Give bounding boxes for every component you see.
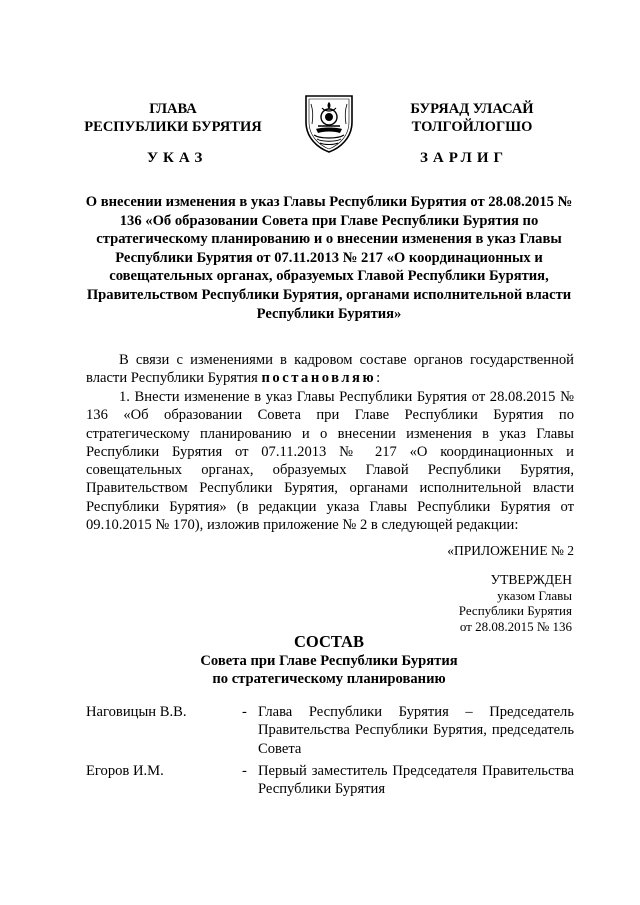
preamble-end: : <box>376 370 381 387</box>
preamble-emphasis: постановляю <box>261 370 377 387</box>
composition-subtitle-line2: по стратегическому планированию <box>212 671 446 687</box>
preamble-paragraph <box>86 351 574 388</box>
decree-label-right: ЗАРЛИГ <box>420 150 509 166</box>
decree-label-left: УКАЗ <box>147 150 208 166</box>
coat-of-arms-icon <box>300 92 358 154</box>
member-role: Первый заместитель Председателя Правительства Республики Бурятия <box>258 763 574 798</box>
member-name: Наговицын В.В. <box>86 704 187 720</box>
header-left <box>78 100 268 136</box>
composition-subtitle-line1: Совета при Главе Республики Бурятия <box>200 653 458 669</box>
member-name: Егоров И.М. <box>86 763 164 779</box>
header-left-line1: ГЛАВА <box>149 101 197 117</box>
header-right-line1: БУРЯАД УЛАСАЙ <box>410 101 534 117</box>
appendix-label: «ПРИЛОЖЕНИЕ № 2 <box>447 543 574 558</box>
approval-block <box>432 572 572 634</box>
approved-line1: указом Главы <box>497 587 572 603</box>
approved-line2: Республики Бурятия <box>458 603 572 618</box>
clause-1-paragraph: 1. Внести изменение в указ Главы Республики Бурятия от 28.08.2015 № 136 «Об образовании Совета при Главе Республики Бурятия по стратегическому планированию и о внесении изменения в указ Главы Республики Бурятия от 07.11.2013 № 217 «О координационных и совещательных органах, образуемых Главой Республики Бурятия, Правительством Республики Бурятия, органами исполнительной власти Республики Бурятия» (в редакции указа Главы Республики Бурятия от 09.10.2015 № 170), изложив приложение № 2 в следующей редакции: <box>86 389 574 534</box>
decree-title: О внесении изменения в указ Главы Республики Бурятия от 28.08.2015 № 136 «Об образовании Совета при Главе Республики Бурятия по стратегическому планированию и о внесении изменения в указ Главы Республики Бурятия от 07.11.2013 № 217 «О координационных и совещательных органах, образуемых Главой Республики Бурятия, Правительством Республики Бурятия, органами исполнительной власти Республики Бурятия» <box>85 194 573 322</box>
composition-title: СОСТАВ <box>294 632 364 651</box>
preamble-text: В связи с изменениями в кадровом составе органов государственной власти Республики Бурятия <box>86 352 574 387</box>
header-right-line2: ТОЛГОЙЛОГШО <box>411 119 533 135</box>
composition-heading <box>84 632 574 688</box>
member-dash: - <box>242 704 247 720</box>
member-role: Глава Республики Бурятия – Председатель Правительства Республики Бурятия, председатель Совета <box>258 704 574 757</box>
header-right <box>372 100 572 136</box>
approved-line3: от 28.08.2015 № 136 <box>459 618 572 634</box>
header-left-line2: РЕСПУБЛИКИ БУРЯТИЯ <box>84 119 262 135</box>
member-dash: - <box>242 763 247 779</box>
approved-label: УТВЕРЖДЕН <box>490 572 572 587</box>
